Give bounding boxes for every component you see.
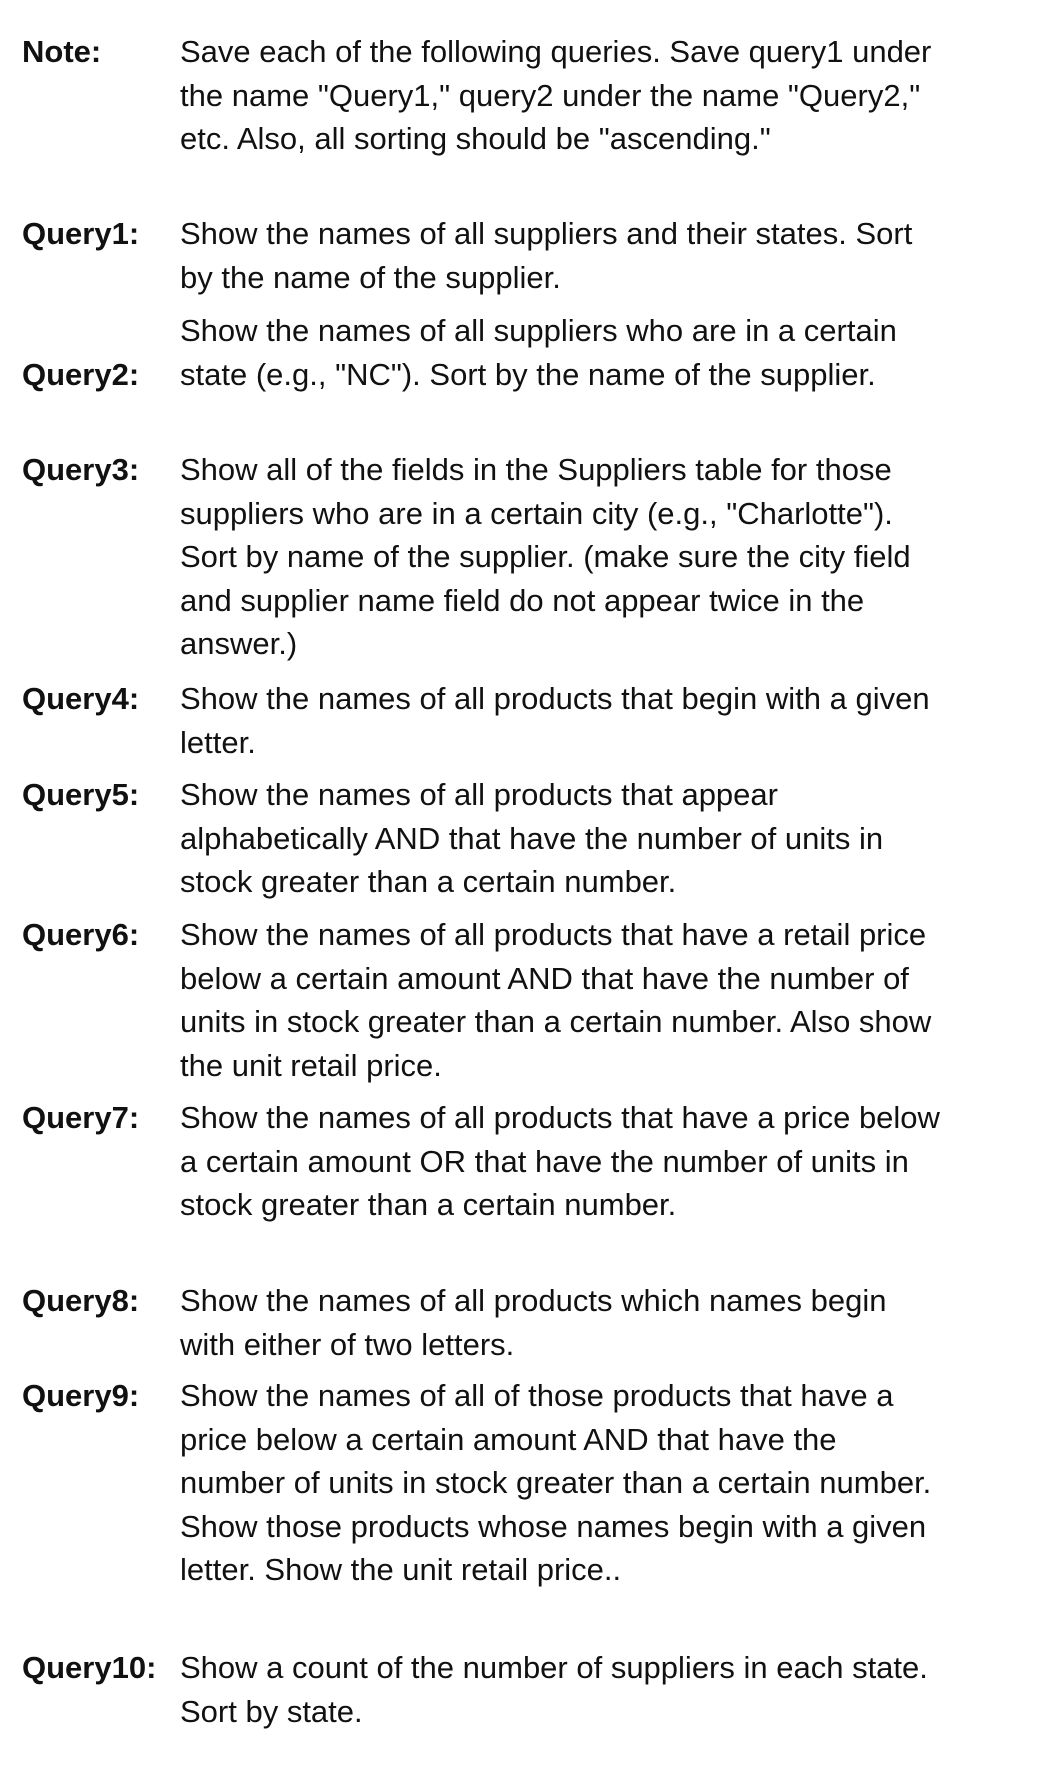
entry-text: Show the names of all products that have a retail price below a certain amount AND that have the number of units in stock greater than a certain number. Also show the unit retail price. [180, 917, 932, 1083]
entry-label: Query9: [22, 1378, 140, 1413]
entry-text: Show the names of all products which names begin with either of two letters. [180, 1283, 887, 1362]
entry-label: Query4: [22, 681, 140, 716]
entry-text: Show the names of all suppliers and their states. Sort by the name of the supplier. [180, 216, 913, 295]
entry-label: Query6: [22, 917, 140, 952]
entry-text: Show the names of all products that have a price below a certain amount OR that have the number of units in stock greater than a certain number. [180, 1100, 940, 1222]
entry-label: Query5: [22, 777, 140, 812]
entry-label: Query3: [22, 452, 140, 487]
entry-text: Show a count of the number of suppliers in each state. Sort by state. [180, 1650, 928, 1729]
entry-label: Query1: [22, 216, 140, 251]
entry-text: Save each of the following queries. Save query1 under the name "Query1," query2 under the name "Query2," etc. Also, all sorting should be "ascending." [180, 34, 932, 156]
entry-text: Show the names of all suppliers who are in a certain state (e.g., "NC"). Sort by the name of the supplier. [180, 313, 897, 392]
entry-text: Show the names of all products that begin with a given letter. [180, 681, 930, 760]
entry-label: Query8: [22, 1283, 140, 1318]
entry-text: Show the names of all products that appear alphabetically AND that have the number of units in stock greater than a certain number. [180, 777, 884, 899]
entry-text: Show the names of all of those products that have a price below a certain amount AND that have the number of units in stock greater than a certain number. Show those products whose names begin with a given letter. Show the unit retail price.. [180, 1378, 932, 1587]
entry-label: Note: [22, 34, 102, 69]
entry-label: Query2: [22, 356, 140, 392]
entry-label: Query10: [22, 1650, 157, 1685]
entry-label: Query7: [22, 1100, 140, 1135]
entry-text: Show all of the fields in the Suppliers table for those suppliers who are in a certain city (e.g., "Charlotte"). Sort by name of the supplier. (make sure the city field and supplier name field do not appear twice in the answer.) [180, 452, 911, 661]
